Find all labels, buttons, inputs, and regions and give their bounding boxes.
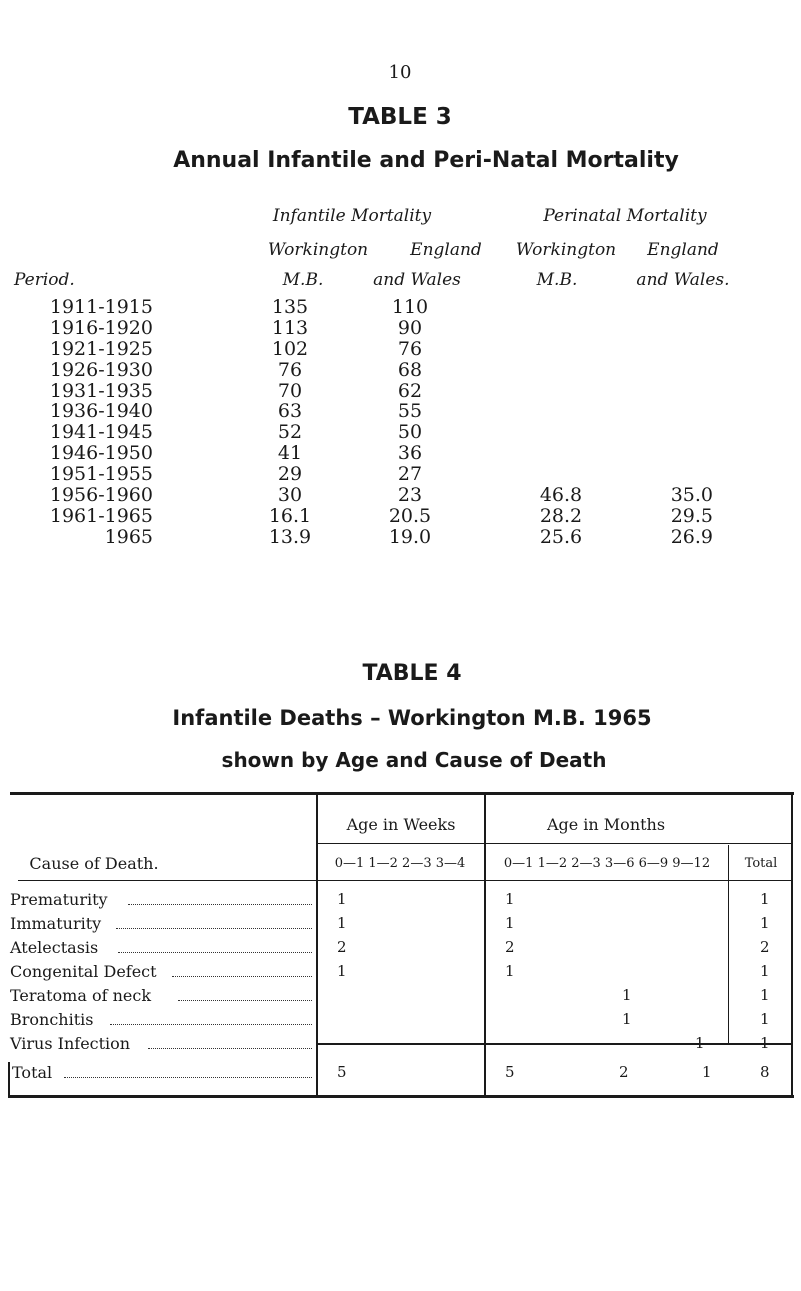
table4-label: TABLE 4 <box>362 661 462 686</box>
peri-workington-cell: 25.6 <box>539 525 583 548</box>
table-row <box>0 914 801 938</box>
infantile-mortality-header: Infantile Mortality <box>272 206 432 226</box>
cause-cell: Immaturity <box>10 914 102 933</box>
table4-body <box>0 890 801 1058</box>
table-row <box>0 938 801 962</box>
table-row <box>0 962 801 986</box>
cause-cell: Prematurity <box>10 890 108 909</box>
table-row <box>0 1010 801 1034</box>
period-cell: 1946-1950 <box>49 442 153 465</box>
table-row <box>0 463 801 484</box>
month-3-6-cell: 1 <box>622 986 632 1004</box>
table-row <box>0 359 801 380</box>
leader-dots <box>178 1000 312 1001</box>
inf-england-cell: 36 <box>397 442 423 465</box>
cause-cell: Virus Infection <box>10 1034 131 1053</box>
inf-workington-cell: 30 <box>277 484 303 507</box>
period-cell: 1931-1935 <box>49 379 153 402</box>
peri-workington-cell: 28.2 <box>539 504 583 527</box>
month-3-6-cell: 1 <box>622 1010 632 1028</box>
peri-england-cell: 29.5 <box>670 504 713 527</box>
leader-dots <box>110 1024 312 1025</box>
weeks-cell: 2 <box>337 938 347 956</box>
table4-subtitle: shown by Age and Cause of Death <box>221 748 607 772</box>
region-inf-workington: M.B. <box>282 270 324 290</box>
grand-total-cell: 8 <box>760 1063 770 1081</box>
leader-dots <box>64 1077 312 1078</box>
total-row-label: Total <box>12 1063 53 1082</box>
perinatal-mortality-header: Perinatal Mortality <box>543 206 707 226</box>
weeks-cell: 1 <box>337 962 347 980</box>
inf-workington-cell: 63 <box>277 400 303 423</box>
table-row <box>0 890 801 914</box>
cause-header: Cause of Death. <box>29 854 159 873</box>
table-row <box>0 986 801 1010</box>
month-0-1-cell: 1 <box>505 914 515 932</box>
table4-total-row <box>0 1063 801 1089</box>
table-row <box>0 526 801 547</box>
period-cell: 1936-1940 <box>49 400 153 423</box>
inf-england-cell: 27 <box>397 463 423 486</box>
peri-england-cell: 26.9 <box>670 525 713 548</box>
months-header: Age in Months <box>546 815 666 834</box>
total-weeks-cell: 5 <box>337 1063 347 1081</box>
table-row <box>0 442 801 463</box>
table-row <box>0 1034 801 1058</box>
total-cell: 1 <box>760 1034 770 1052</box>
total-cell: 1 <box>760 1010 770 1028</box>
month-9-12-cell: 1 <box>695 1034 705 1052</box>
header-inf-england: England <box>410 240 482 260</box>
weeks-cell: 1 <box>337 890 347 908</box>
total-cell: 1 <box>760 914 770 932</box>
inf-workington-cell: 16.1 <box>268 504 312 527</box>
table-row <box>0 484 801 505</box>
inf-workington-cell: 135 <box>271 296 309 318</box>
header-peri-workington: Workington <box>515 240 617 260</box>
peri-workington-cell: 46.8 <box>539 484 583 507</box>
total-header: Total <box>744 856 778 871</box>
total-cell: 1 <box>760 986 770 1004</box>
period-cell: 1911-1915 <box>49 296 153 318</box>
leader-dots <box>172 976 312 977</box>
inf-england-cell: 19.0 <box>388 525 432 548</box>
table-row <box>0 338 801 359</box>
inf-england-cell: 62 <box>397 379 423 402</box>
table4-top-border <box>10 792 794 795</box>
inf-england-cell: 23 <box>397 484 423 507</box>
total-month-3-6-cell: 2 <box>619 1063 629 1081</box>
inf-workington-cell: 102 <box>271 337 309 360</box>
period-cell: 1926-1930 <box>49 358 153 381</box>
inf-england-cell: 50 <box>397 421 423 444</box>
table3-title: Annual Infantile and Peri-Natal Mortality <box>173 148 679 173</box>
region-peri-workington: M.B. <box>536 270 578 290</box>
period-cell: 1961-1965 <box>49 504 153 527</box>
header-inf-workington: Workington <box>267 240 369 260</box>
total-cell: 1 <box>760 962 770 980</box>
weeks-header: Age in Weeks <box>346 815 456 834</box>
total-cell: 2 <box>760 938 770 956</box>
inf-workington-cell: 41 <box>277 442 303 465</box>
period-label: Period. <box>14 270 75 290</box>
inf-england-cell: 110 <box>391 296 429 318</box>
inf-workington-cell: 76 <box>277 358 303 381</box>
weeks-columns: 0—1 1—2 2—3 3—4 <box>334 856 466 871</box>
table-row <box>0 296 801 317</box>
table4-bottom-border <box>8 1095 794 1098</box>
age-header-rule <box>318 843 793 844</box>
leader-dots <box>148 1048 312 1049</box>
period-cell: 1916-1920 <box>49 316 153 339</box>
cause-cell: Congenital Defect <box>10 962 157 981</box>
inf-workington-cell: 70 <box>277 379 303 402</box>
table3-label: TABLE 3 <box>348 104 452 130</box>
table-row <box>0 317 801 338</box>
table-row <box>0 505 801 526</box>
inf-england-cell: 20.5 <box>388 504 432 527</box>
inf-england-cell: 76 <box>397 337 423 360</box>
leader-dots <box>116 928 312 929</box>
inf-workington-cell: 113 <box>271 316 309 339</box>
column-header-rule <box>18 880 793 881</box>
inf-england-cell: 55 <box>397 400 423 423</box>
period-cell: 1951-1955 <box>49 463 153 486</box>
region-peri-england: and Wales. <box>636 270 730 290</box>
weeks-cell: 1 <box>337 914 347 932</box>
leader-dots <box>118 952 312 953</box>
month-0-1-cell: 1 <box>505 890 515 908</box>
cause-cell: Atelectasis <box>10 938 99 957</box>
total-month-0-1-cell: 5 <box>505 1063 515 1081</box>
table-row <box>0 380 801 401</box>
inf-workington-cell: 13.9 <box>268 525 312 548</box>
period-cell: 1941-1945 <box>49 421 153 444</box>
cause-cell: Bronchitis <box>10 1010 94 1029</box>
inf-england-cell: 68 <box>397 358 423 381</box>
cause-cell: Teratoma of neck <box>10 986 152 1005</box>
period-cell: 1956-1960 <box>49 484 153 507</box>
table-row <box>0 400 801 421</box>
table4-title: Infantile Deaths – Workington M.B. 1965 <box>172 706 652 730</box>
table3-body <box>0 296 801 547</box>
period-cell: 1965 <box>104 525 153 548</box>
period-cell: 1921-1925 <box>49 337 153 360</box>
inf-workington-cell: 29 <box>277 463 303 486</box>
table-row <box>0 421 801 442</box>
leader-dots <box>128 904 312 905</box>
inf-workington-cell: 52 <box>277 421 303 444</box>
region-inf-england: and Wales <box>373 270 461 290</box>
header-peri-england: England <box>647 240 719 260</box>
month-0-1-cell: 1 <box>505 962 515 980</box>
total-month-9-12-cell: 1 <box>702 1063 712 1081</box>
month-0-1-cell: 2 <box>505 938 515 956</box>
total-cell: 1 <box>760 890 770 908</box>
months-columns: 0—1 1—2 2—3 3—6 6—9 9—12 <box>503 856 711 871</box>
page-number: 10 <box>388 62 412 83</box>
peri-england-cell: 35.0 <box>670 484 713 507</box>
inf-england-cell: 90 <box>397 316 423 339</box>
